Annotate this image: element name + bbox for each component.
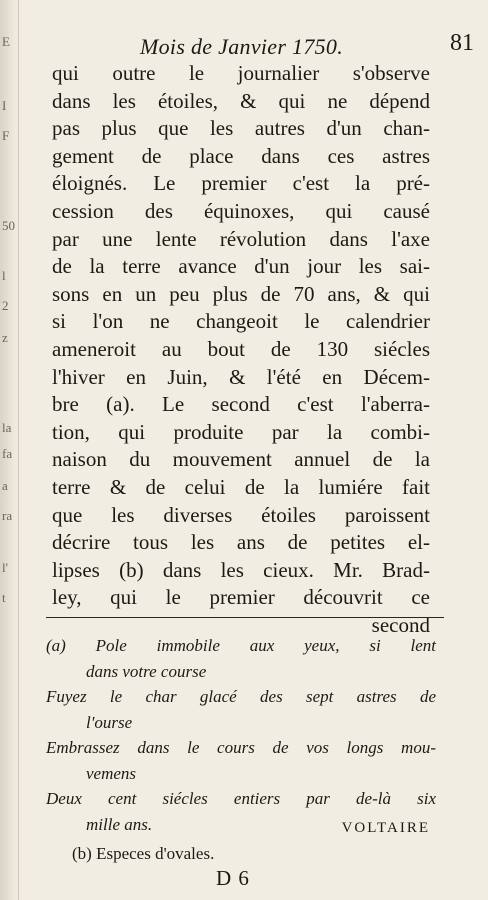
footnote-b: (b) Especes d'ovales. — [72, 844, 215, 863]
margin-fragment: F — [2, 128, 10, 143]
verse-attribution: VOLTAIRE — [341, 820, 430, 836]
margin-fragment: fa — [2, 446, 13, 461]
margin-fragment: 50 — [2, 218, 15, 233]
verse-line: l'ourse — [86, 712, 133, 732]
margin-fragment: I — [2, 98, 7, 113]
verse-line: Embrassez dans le cours de vos longs mou- — [46, 738, 436, 757]
verse-line: vemens — [86, 763, 137, 783]
verse-line: mille ans. — [86, 814, 153, 834]
margin-fragment: a — [2, 478, 8, 493]
margin-fragment: E — [2, 34, 10, 49]
text-line: dans les étoiles, & qui ne dépend — [52, 88, 430, 113]
text-line: tion, qui produite par la combi- — [52, 419, 430, 444]
running-title: Mois de Janvier 1750. — [140, 34, 344, 59]
text-line: l'hiver en Juin, & l'été en Décem- — [52, 364, 430, 389]
footnote-rule — [46, 617, 444, 618]
text-line: cession des équinoxes, qui causé — [52, 198, 430, 223]
text-line: ley, qui le premier découvrit ce — [52, 585, 430, 610]
main-text — [52, 60, 430, 639]
footnote-verse — [46, 633, 436, 837]
page-number: 81 — [450, 30, 474, 56]
text-line: éloignés. Le premier c'est la pré- — [52, 171, 430, 196]
text-line: que les diverses étoiles paroissent — [52, 502, 430, 527]
text-line: décrire tous les ans de petites el- — [52, 530, 430, 555]
text-line: pas plus que les autres d'un chan- — [52, 116, 430, 141]
verse-line: Deux cent siécles entiers par de-là six — [46, 789, 436, 808]
margin-fragment: ra — [2, 508, 13, 523]
margin-fragment: z — [2, 330, 8, 345]
text-line: naison du mouvement annuel de la — [52, 447, 430, 472]
text-line: si l'on ne changeoit le calendrier — [52, 309, 430, 334]
margin-fragment: l — [2, 268, 6, 283]
text-line: par une lente révolution dans l'axe — [52, 226, 430, 251]
verse-line: Fuyez le char glacé des sept astres de — [46, 687, 436, 706]
text-line: terre & de celui de la lumiére fait — [52, 474, 430, 499]
text-line: de la terre avance d'un jour les sai- — [52, 254, 430, 279]
margin-fragment: l' — [2, 560, 8, 575]
text-line: lipses (b) dans les cieux. Mr. Brad- — [52, 557, 430, 582]
binding-gutter — [0, 0, 19, 900]
text-line: sons en un peu plus de 70 ans, & qui — [52, 281, 430, 306]
text-line: gement de place dans ces astres — [52, 143, 430, 168]
catchword: second — [371, 612, 430, 637]
verse-line: dans votre course — [86, 661, 207, 681]
margin-fragment: la — [2, 420, 12, 435]
verse-line: (a) Pole immobile aux yeux, si lent — [46, 636, 436, 655]
margin-fragment: 2 — [2, 298, 9, 313]
text-line: qui outre le journalier s'observe — [52, 61, 430, 85]
signature-mark: D 6 — [216, 866, 250, 890]
text-line: ameneroit au bout de 130 siécles — [52, 336, 430, 361]
text-line: bre (a). Le second c'est l'aberra- — [52, 392, 430, 417]
margin-fragment: t — [2, 590, 6, 605]
